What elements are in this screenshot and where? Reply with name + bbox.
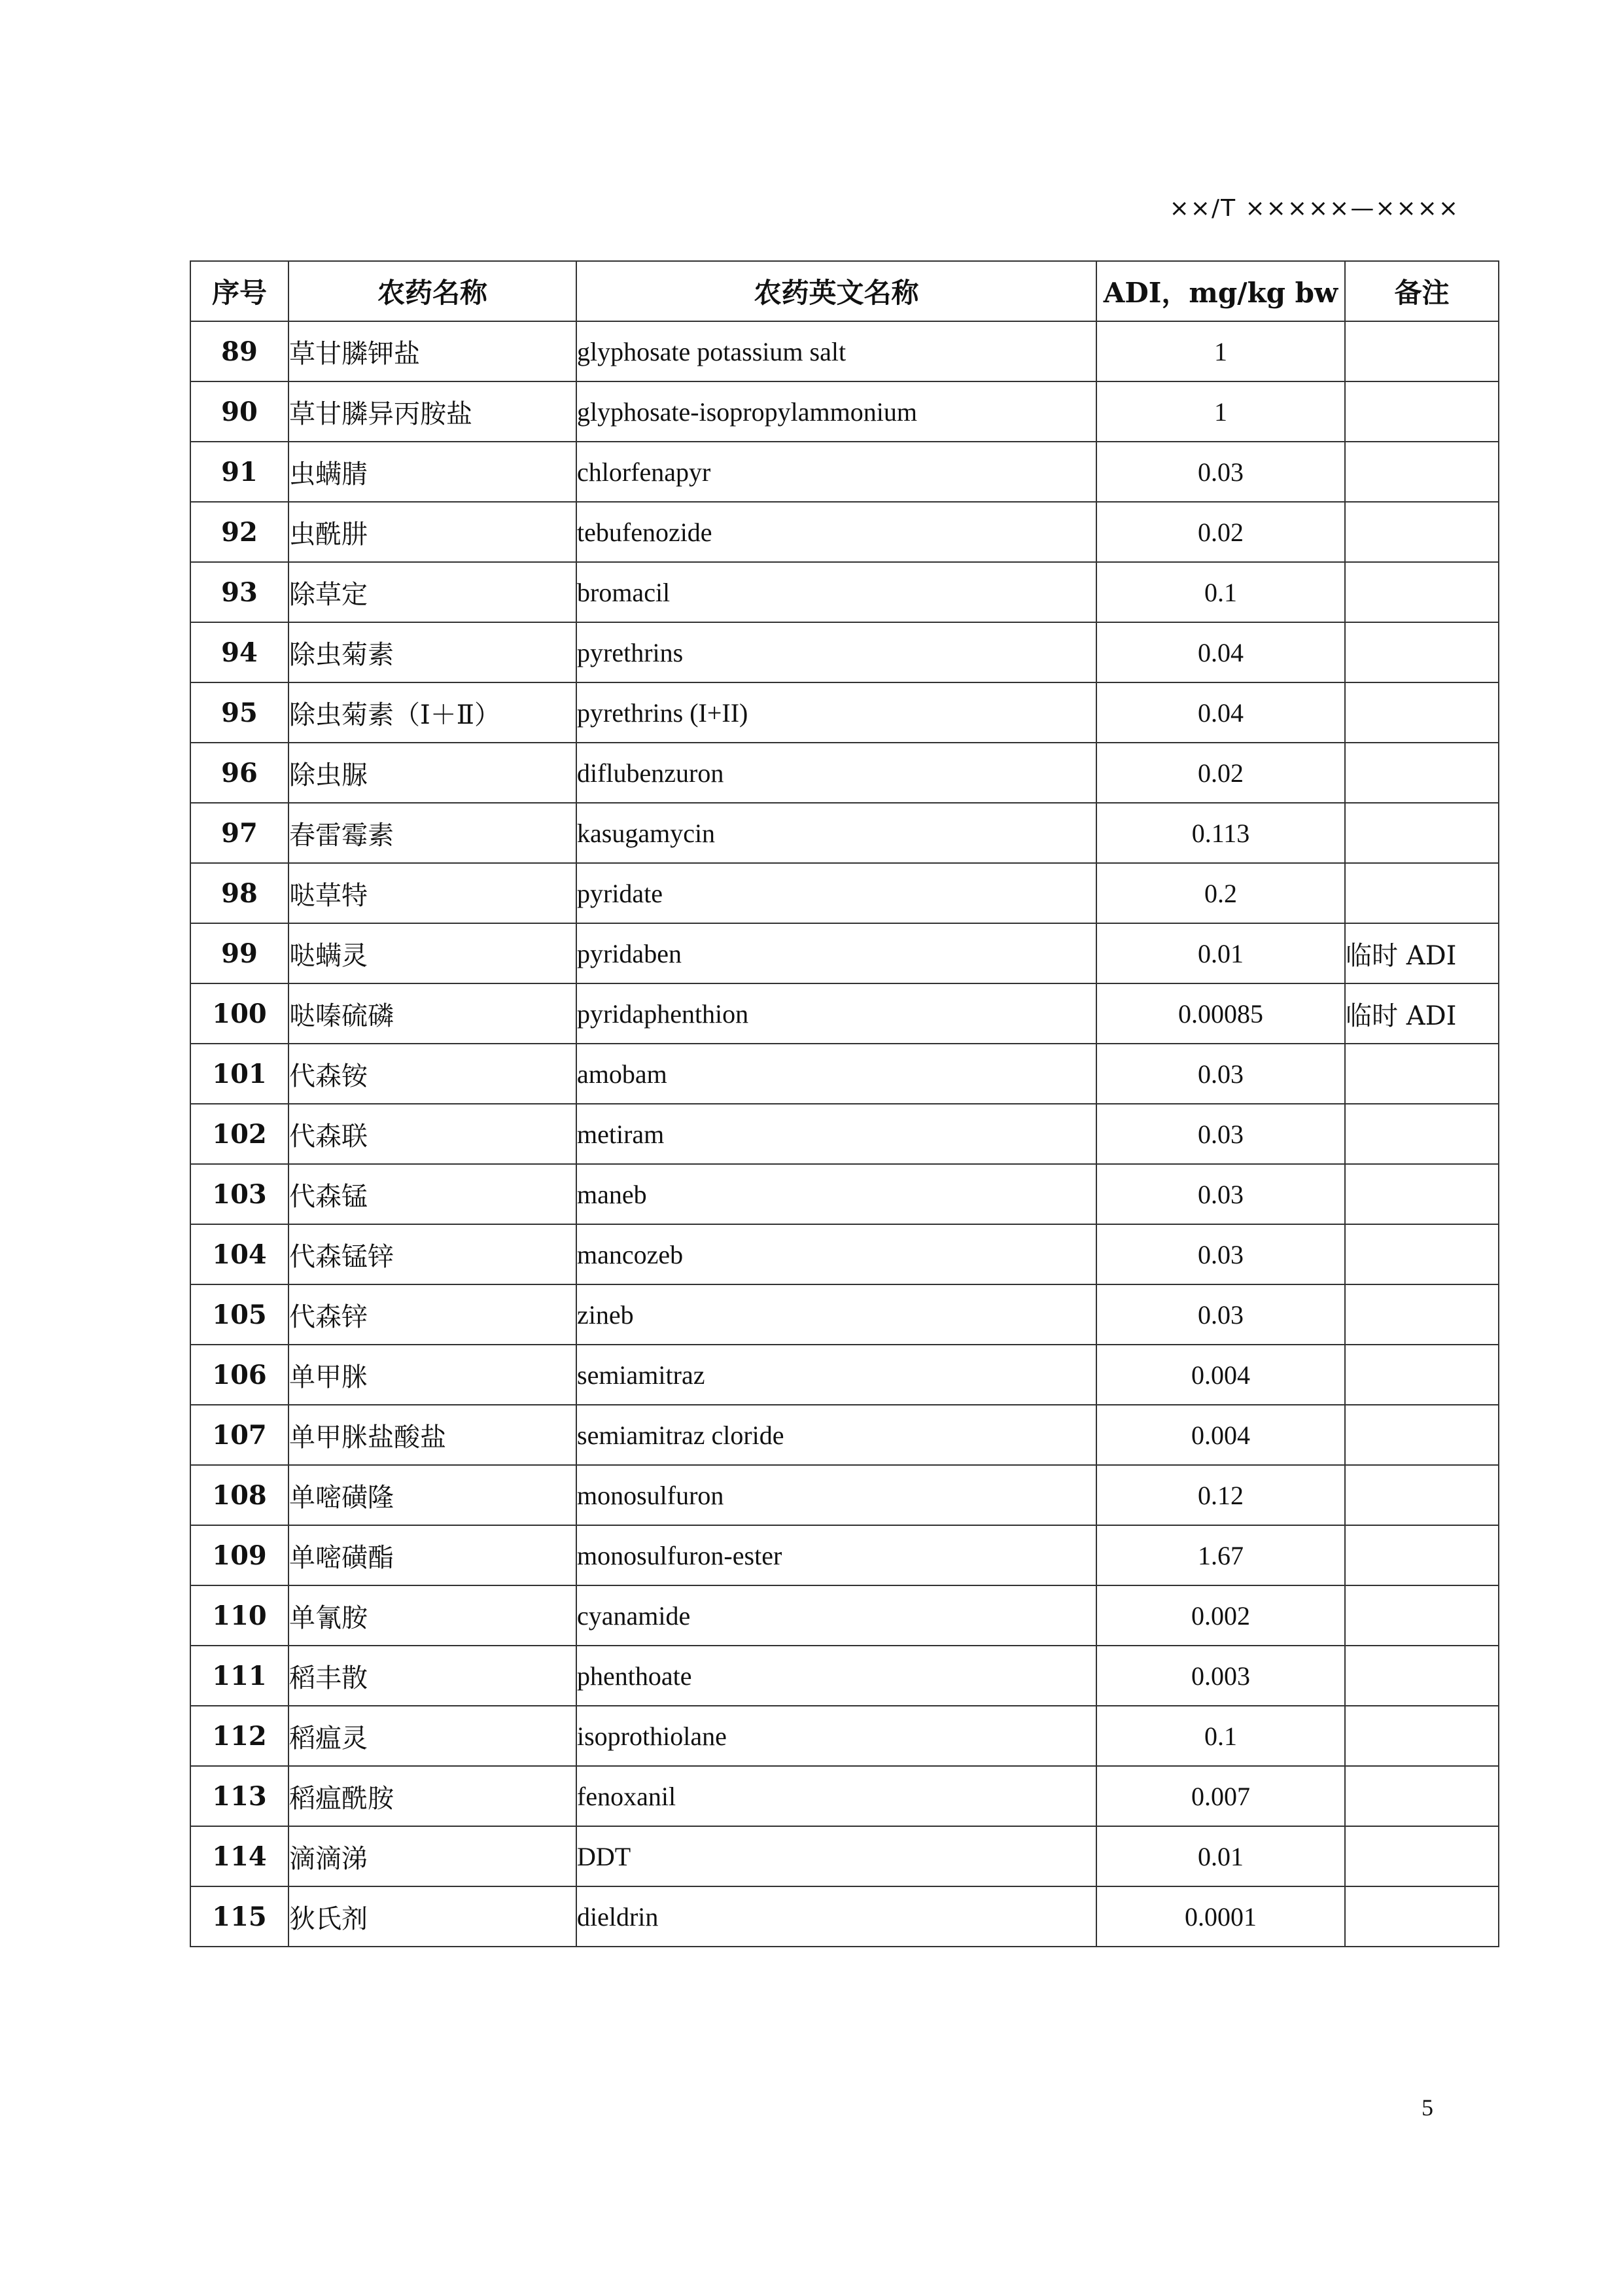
cell-serial-number: 92 — [190, 502, 288, 562]
cell-remarks — [1345, 743, 1499, 803]
cell-serial-number: 111 — [190, 1646, 288, 1706]
table-row — [190, 863, 1499, 923]
cell-english-name: glyphosate-isopropylammonium — [576, 381, 1096, 442]
cell-pesticide-name: 单嘧磺隆 — [288, 1465, 576, 1525]
cell-serial-number: 108 — [190, 1465, 288, 1525]
cell-pesticide-name: 狄氏剂 — [288, 1886, 576, 1947]
cell-adi-value: 0.004 — [1096, 1405, 1345, 1465]
document-code: ××/T ×××××—×××× — [1169, 195, 1459, 222]
cell-adi-value: 0.03 — [1096, 442, 1345, 502]
cell-pesticide-name: 单嘧磺酯 — [288, 1525, 576, 1585]
cell-serial-number: 95 — [190, 682, 288, 743]
cell-pesticide-name: 除虫脲 — [288, 743, 576, 803]
cell-english-name: diflubenzuron — [576, 743, 1096, 803]
cell-pesticide-name: 代森铵 — [288, 1044, 576, 1104]
cell-english-name: cyanamide — [576, 1585, 1096, 1646]
cell-english-name: monosulfuron-ester — [576, 1525, 1096, 1585]
cell-serial-number: 110 — [190, 1585, 288, 1646]
cell-english-name: amobam — [576, 1044, 1096, 1104]
table-row — [190, 923, 1499, 983]
cell-serial-number: 93 — [190, 562, 288, 622]
cell-pesticide-name: 稻丰散 — [288, 1646, 576, 1706]
cell-pesticide-name: 稻瘟酰胺 — [288, 1766, 576, 1826]
cell-english-name: glyphosate potassium salt — [576, 321, 1096, 381]
cell-pesticide-name: 滴滴涕 — [288, 1826, 576, 1886]
cell-pesticide-name: 草甘膦异丙胺盐 — [288, 381, 576, 442]
cell-pesticide-name: 代森锰 — [288, 1164, 576, 1224]
cell-adi-value: 0.03 — [1096, 1104, 1345, 1164]
cell-english-name: chlorfenapyr — [576, 442, 1096, 502]
cell-adi-value: 0.007 — [1096, 1766, 1345, 1826]
cell-english-name: mancozeb — [576, 1224, 1096, 1284]
table-row — [190, 1525, 1499, 1585]
cell-pesticide-name: 单氰胺 — [288, 1585, 576, 1646]
cell-serial-number: 103 — [190, 1164, 288, 1224]
table-header-row — [190, 261, 1499, 321]
cell-adi-value: 0.02 — [1096, 743, 1345, 803]
cell-english-name: semiamitraz cloride — [576, 1405, 1096, 1465]
cell-adi-value: 0.03 — [1096, 1044, 1345, 1104]
cell-english-name: pyrethrins (I+II) — [576, 682, 1096, 743]
cell-adi-value: 0.00085 — [1096, 983, 1345, 1044]
cell-english-name: phenthoate — [576, 1646, 1096, 1706]
table-body — [190, 321, 1499, 1947]
cell-english-name: pyridaben — [576, 923, 1096, 983]
cell-english-name: isoprothiolane — [576, 1706, 1096, 1766]
cell-remarks: 临时 ADI — [1345, 983, 1499, 1044]
cell-remarks — [1345, 562, 1499, 622]
cell-adi-value: 1 — [1096, 321, 1345, 381]
cell-remarks — [1345, 1706, 1499, 1766]
cell-pesticide-name: 单甲脒盐酸盐 — [288, 1405, 576, 1465]
cell-serial-number: 102 — [190, 1104, 288, 1164]
cell-adi-value: 1 — [1096, 381, 1345, 442]
table-row — [190, 321, 1499, 381]
cell-english-name: pyridaphenthion — [576, 983, 1096, 1044]
cell-serial-number: 100 — [190, 983, 288, 1044]
cell-serial-number: 106 — [190, 1345, 288, 1405]
cell-adi-value: 0.01 — [1096, 1826, 1345, 1886]
header-english-name: 农药英文名称 — [576, 261, 1096, 321]
cell-adi-value: 0.02 — [1096, 502, 1345, 562]
cell-remarks — [1345, 803, 1499, 863]
cell-remarks — [1345, 1345, 1499, 1405]
cell-serial-number: 113 — [190, 1766, 288, 1826]
cell-adi-value: 0.2 — [1096, 863, 1345, 923]
cell-serial-number: 104 — [190, 1224, 288, 1284]
cell-remarks — [1345, 1766, 1499, 1826]
page-number: 5 — [1422, 2094, 1433, 2121]
table-row — [190, 1405, 1499, 1465]
table-row — [190, 743, 1499, 803]
cell-adi-value: 0.03 — [1096, 1224, 1345, 1284]
cell-remarks — [1345, 1465, 1499, 1525]
cell-pesticide-name: 草甘膦钾盐 — [288, 321, 576, 381]
cell-english-name: fenoxanil — [576, 1766, 1096, 1826]
cell-pesticide-name: 虫酰肼 — [288, 502, 576, 562]
cell-remarks — [1345, 1646, 1499, 1706]
cell-adi-value: 0.03 — [1096, 1164, 1345, 1224]
cell-serial-number: 99 — [190, 923, 288, 983]
cell-remarks — [1345, 1044, 1499, 1104]
cell-adi-value: 0.1 — [1096, 562, 1345, 622]
cell-english-name: bromacil — [576, 562, 1096, 622]
table-row — [190, 562, 1499, 622]
cell-adi-value: 0.002 — [1096, 1585, 1345, 1646]
table-row — [190, 1646, 1499, 1706]
header-serial-number: 序号 — [190, 261, 288, 321]
cell-adi-value: 0.03 — [1096, 1284, 1345, 1345]
cell-pesticide-name: 除虫菊素 — [288, 622, 576, 682]
cell-serial-number: 109 — [190, 1525, 288, 1585]
cell-english-name: monosulfuron — [576, 1465, 1096, 1525]
cell-pesticide-name: 春雷霉素 — [288, 803, 576, 863]
cell-pesticide-name: 哒嗪硫磷 — [288, 983, 576, 1044]
table-row — [190, 502, 1499, 562]
cell-english-name: zineb — [576, 1284, 1096, 1345]
table-row — [190, 1284, 1499, 1345]
cell-pesticide-name: 哒草特 — [288, 863, 576, 923]
cell-pesticide-name: 代森锰锌 — [288, 1224, 576, 1284]
cell-english-name: pyridate — [576, 863, 1096, 923]
cell-remarks — [1345, 1284, 1499, 1345]
cell-pesticide-name: 代森锌 — [288, 1284, 576, 1345]
cell-english-name: kasugamycin — [576, 803, 1096, 863]
cell-remarks — [1345, 1104, 1499, 1164]
table-row — [190, 1345, 1499, 1405]
cell-adi-value: 0.01 — [1096, 923, 1345, 983]
table-row — [190, 622, 1499, 682]
cell-english-name: metiram — [576, 1104, 1096, 1164]
table-row — [190, 381, 1499, 442]
header-remarks: 备注 — [1345, 261, 1499, 321]
cell-remarks — [1345, 1826, 1499, 1886]
cell-serial-number: 101 — [190, 1044, 288, 1104]
cell-adi-value: 0.003 — [1096, 1646, 1345, 1706]
table-row — [190, 1044, 1499, 1104]
table-row — [190, 682, 1499, 743]
table-row — [190, 983, 1499, 1044]
cell-pesticide-name: 单甲脒 — [288, 1345, 576, 1405]
table-row — [190, 1886, 1499, 1947]
cell-serial-number: 89 — [190, 321, 288, 381]
cell-remarks — [1345, 381, 1499, 442]
table-row — [190, 1826, 1499, 1886]
cell-adi-value: 0.1 — [1096, 1706, 1345, 1766]
adi-table — [190, 260, 1499, 1947]
cell-serial-number: 105 — [190, 1284, 288, 1345]
table-row — [190, 1164, 1499, 1224]
table-row — [190, 1585, 1499, 1646]
cell-english-name: semiamitraz — [576, 1345, 1096, 1405]
cell-remarks — [1345, 1585, 1499, 1646]
cell-adi-value: 0.004 — [1096, 1345, 1345, 1405]
cell-remarks — [1345, 863, 1499, 923]
cell-remarks — [1345, 622, 1499, 682]
cell-serial-number: 90 — [190, 381, 288, 442]
cell-remarks — [1345, 1224, 1499, 1284]
cell-adi-value: 1.67 — [1096, 1525, 1345, 1585]
table-row — [190, 1104, 1499, 1164]
cell-serial-number: 96 — [190, 743, 288, 803]
cell-remarks: 临时 ADI — [1345, 923, 1499, 983]
cell-english-name: maneb — [576, 1164, 1096, 1224]
cell-remarks — [1345, 442, 1499, 502]
cell-remarks — [1345, 682, 1499, 743]
cell-serial-number: 91 — [190, 442, 288, 502]
cell-pesticide-name: 虫螨腈 — [288, 442, 576, 502]
table-row — [190, 1465, 1499, 1525]
cell-adi-value: 0.12 — [1096, 1465, 1345, 1525]
cell-remarks — [1345, 502, 1499, 562]
cell-serial-number: 98 — [190, 863, 288, 923]
cell-serial-number: 112 — [190, 1706, 288, 1766]
cell-english-name: tebufenozide — [576, 502, 1096, 562]
cell-remarks — [1345, 1886, 1499, 1947]
table-row — [190, 1706, 1499, 1766]
cell-english-name: pyrethrins — [576, 622, 1096, 682]
table-row — [190, 803, 1499, 863]
table-row — [190, 442, 1499, 502]
cell-serial-number: 94 — [190, 622, 288, 682]
cell-remarks — [1345, 1525, 1499, 1585]
cell-pesticide-name: 除草定 — [288, 562, 576, 622]
cell-remarks — [1345, 1405, 1499, 1465]
cell-pesticide-name: 稻瘟灵 — [288, 1706, 576, 1766]
cell-serial-number: 115 — [190, 1886, 288, 1947]
cell-adi-value: 0.04 — [1096, 622, 1345, 682]
cell-serial-number: 114 — [190, 1826, 288, 1886]
cell-remarks — [1345, 1164, 1499, 1224]
cell-english-name: DDT — [576, 1826, 1096, 1886]
cell-pesticide-name: 哒螨灵 — [288, 923, 576, 983]
cell-serial-number: 107 — [190, 1405, 288, 1465]
cell-adi-value: 0.04 — [1096, 682, 1345, 743]
header-adi: ADI，mg/kg bw — [1096, 261, 1345, 321]
cell-serial-number: 97 — [190, 803, 288, 863]
cell-english-name: dieldrin — [576, 1886, 1096, 1947]
cell-adi-value: 0.113 — [1096, 803, 1345, 863]
cell-pesticide-name: 代森联 — [288, 1104, 576, 1164]
table-row — [190, 1224, 1499, 1284]
cell-pesticide-name: 除虫菊素（Ⅰ＋Ⅱ） — [288, 682, 576, 743]
cell-remarks — [1345, 321, 1499, 381]
cell-adi-value: 0.0001 — [1096, 1886, 1345, 1947]
table-row — [190, 1766, 1499, 1826]
header-pesticide-name: 农药名称 — [288, 261, 576, 321]
